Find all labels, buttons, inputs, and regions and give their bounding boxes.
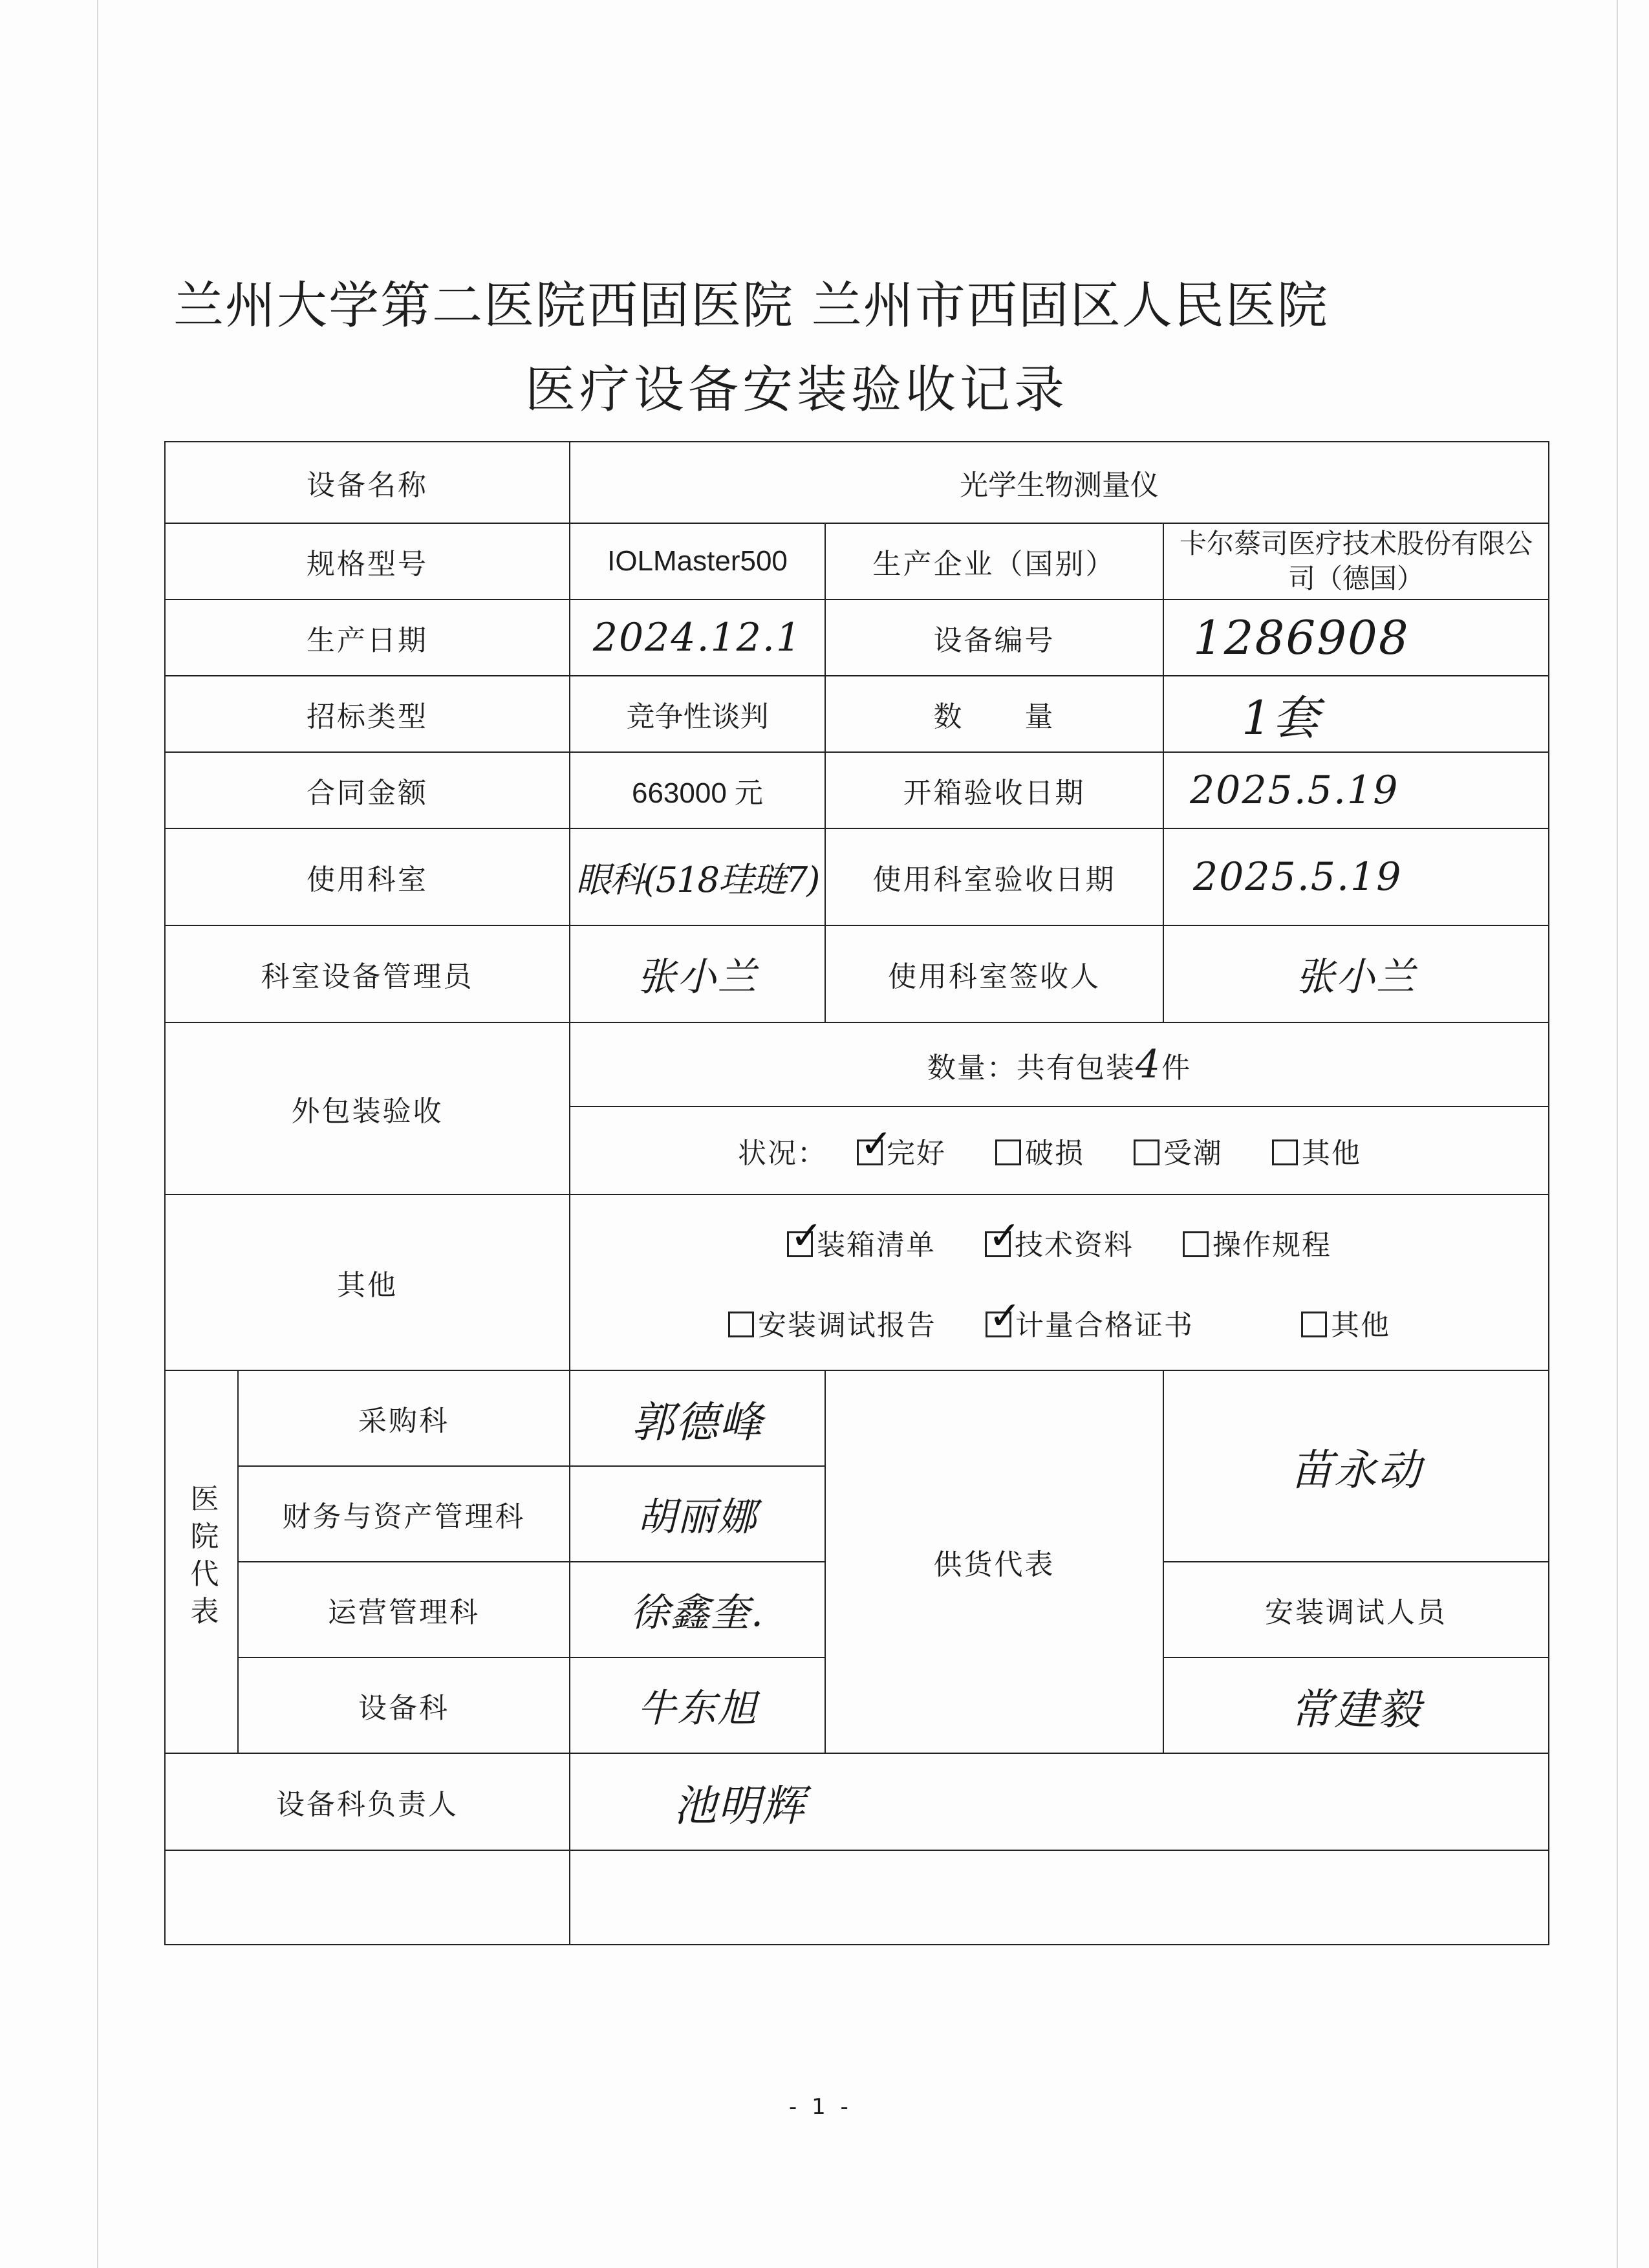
manufacturer-value: 卡尔蔡司医疗技术股份有限公司（德国） xyxy=(1163,523,1549,599)
model-value: IOLMaster500 xyxy=(570,523,825,599)
other-option-operating-procedures[interactable]: 操作规程 xyxy=(1183,1222,1331,1263)
other-options-row2 xyxy=(570,1302,1548,1343)
procurement-label: 采购科 xyxy=(238,1370,570,1466)
supplier-rep-signature: 苗永动 xyxy=(1290,1445,1422,1495)
checkbox-unchecked[interactable] xyxy=(995,1139,1021,1165)
row-device-name xyxy=(165,442,1549,523)
row-other xyxy=(165,1194,1549,1370)
model-label: 规格型号 xyxy=(165,523,570,599)
finance-label: 财务与资产管理科 xyxy=(238,1466,570,1562)
device-number-label: 设备编号 xyxy=(825,599,1163,676)
acceptance-form xyxy=(164,441,1549,1945)
device-name-label: 设备名称 xyxy=(165,442,570,523)
unpack-date-label: 开箱验收日期 xyxy=(825,752,1163,828)
dept-accept-date-label: 使用科室验收日期 xyxy=(825,828,1163,925)
package-count xyxy=(570,1022,1549,1107)
production-date-handwritten: 2024.12.1 xyxy=(592,615,803,660)
dept-equipment-admin-label: 科室设备管理员 xyxy=(165,925,570,1022)
dept-signer-label: 使用科室签收人 xyxy=(825,925,1163,1022)
checkbox-unchecked[interactable] xyxy=(728,1312,754,1337)
row-empty xyxy=(165,1850,1549,1945)
row-contract-amount xyxy=(165,752,1549,828)
department-handwritten: 眼科(518珪琏7) xyxy=(576,859,819,900)
contract-amount-value: 663000 元 xyxy=(570,752,825,828)
package-count-suffix: 件 xyxy=(1161,1052,1192,1085)
supplier-rep-label: 供货代表 xyxy=(825,1370,1163,1753)
quantity-handwritten: 1套 xyxy=(1242,691,1320,745)
device-name-value: 光学生物测量仪 xyxy=(570,442,1549,523)
package-count-handwritten: 4 xyxy=(1135,1042,1162,1087)
other-option-installation-report[interactable]: 安装调试报告 xyxy=(728,1302,936,1343)
empty-cell-right xyxy=(570,1850,1549,1945)
condition-label: 状况： xyxy=(738,1137,827,1170)
row-equipment-head xyxy=(165,1753,1549,1850)
package-count-prefix: 数量：共有包装 xyxy=(927,1052,1136,1085)
quantity-label: 数 量 xyxy=(825,676,1163,752)
condition-option-other[interactable]: 其他 xyxy=(1272,1130,1361,1171)
condition-option-intact[interactable]: ✓ 完好 xyxy=(857,1130,946,1171)
row-procurement xyxy=(165,1370,1549,1466)
unpack-date-handwritten: 2025.5.19 xyxy=(1190,768,1399,813)
page-number: - 1 - xyxy=(789,2094,852,2120)
contract-amount-label: 合同金额 xyxy=(165,752,570,828)
checkbox-unchecked[interactable] xyxy=(1272,1139,1298,1165)
checkbox-unchecked[interactable] xyxy=(1134,1139,1159,1165)
row-model xyxy=(165,523,1549,599)
procurement-signature: 郭德峰 xyxy=(631,1397,764,1447)
other-options xyxy=(570,1194,1549,1370)
other-label: 其他 xyxy=(165,1194,570,1370)
row-admin xyxy=(165,925,1549,1022)
row-packaging-count xyxy=(165,1022,1549,1107)
checkbox-checked[interactable] xyxy=(986,1312,1011,1337)
checkbox-checked[interactable] xyxy=(985,1231,1011,1257)
document-subtitle: 医疗设备安装验收记录 xyxy=(525,361,1069,419)
scan-edge-left xyxy=(97,0,98,2268)
condition-option-damaged[interactable]: 破损 xyxy=(995,1130,1084,1171)
manufacturer-label: 生产企业（国别） xyxy=(825,523,1163,599)
equipment-dept-label: 设备科 xyxy=(238,1658,570,1753)
bid-type-label: 招标类型 xyxy=(165,676,570,752)
equipment-head-signature: 池明辉 xyxy=(674,1780,806,1831)
operations-label: 运营管理科 xyxy=(238,1562,570,1658)
other-option-calibration-cert[interactable]: ✓ 计量合格证书 xyxy=(986,1302,1194,1343)
scan-edge-right xyxy=(1617,0,1618,2268)
operations-signature: 徐鑫奎. xyxy=(630,1590,765,1636)
checkbox-checked[interactable] xyxy=(857,1139,883,1165)
row-bid-type xyxy=(165,676,1549,752)
dept-accept-date-handwritten: 2025.5.19 xyxy=(1193,854,1403,900)
hospital-rep-label: 医院代表 xyxy=(185,1483,219,1634)
other-option-other[interactable]: 其他 xyxy=(1301,1302,1390,1343)
outer-packaging-label: 外包装验收 xyxy=(165,1022,570,1194)
checkbox-checked[interactable] xyxy=(787,1231,813,1257)
installer-label: 安装调试人员 xyxy=(1163,1562,1549,1658)
empty-cell-left xyxy=(165,1850,570,1945)
installer-signature: 常建毅 xyxy=(1290,1684,1422,1734)
condition-options xyxy=(570,1107,1549,1194)
other-option-packing-list[interactable]: ✓装箱清单 xyxy=(787,1222,936,1263)
device-number-handwritten: 1286908 xyxy=(1193,610,1410,665)
production-date-label: 生产日期 xyxy=(165,599,570,676)
equipment-head-label: 设备科负责人 xyxy=(165,1753,570,1850)
dept-equipment-admin-signature: 张小兰 xyxy=(637,955,758,1000)
checkbox-unchecked[interactable] xyxy=(1301,1312,1327,1337)
other-options-row1 xyxy=(570,1222,1548,1263)
dept-signer-signature: 张小兰 xyxy=(1296,955,1416,1000)
other-option-technical-docs[interactable]: ✓ 技术资料 xyxy=(985,1222,1134,1263)
department-label: 使用科室 xyxy=(165,828,570,925)
row-production-date xyxy=(165,599,1549,676)
checkbox-unchecked[interactable] xyxy=(1183,1231,1209,1257)
equipment-dept-signature: 牛东旭 xyxy=(637,1686,758,1731)
row-department xyxy=(165,828,1549,925)
condition-option-damp[interactable]: 受潮 xyxy=(1134,1130,1223,1171)
document-title: 兰州大学第二医院西固医院 兰州市西固区人民医院 xyxy=(173,277,1329,335)
bid-type-value: 竞争性谈判 xyxy=(570,676,825,752)
finance-signature: 胡丽娜 xyxy=(637,1495,758,1540)
